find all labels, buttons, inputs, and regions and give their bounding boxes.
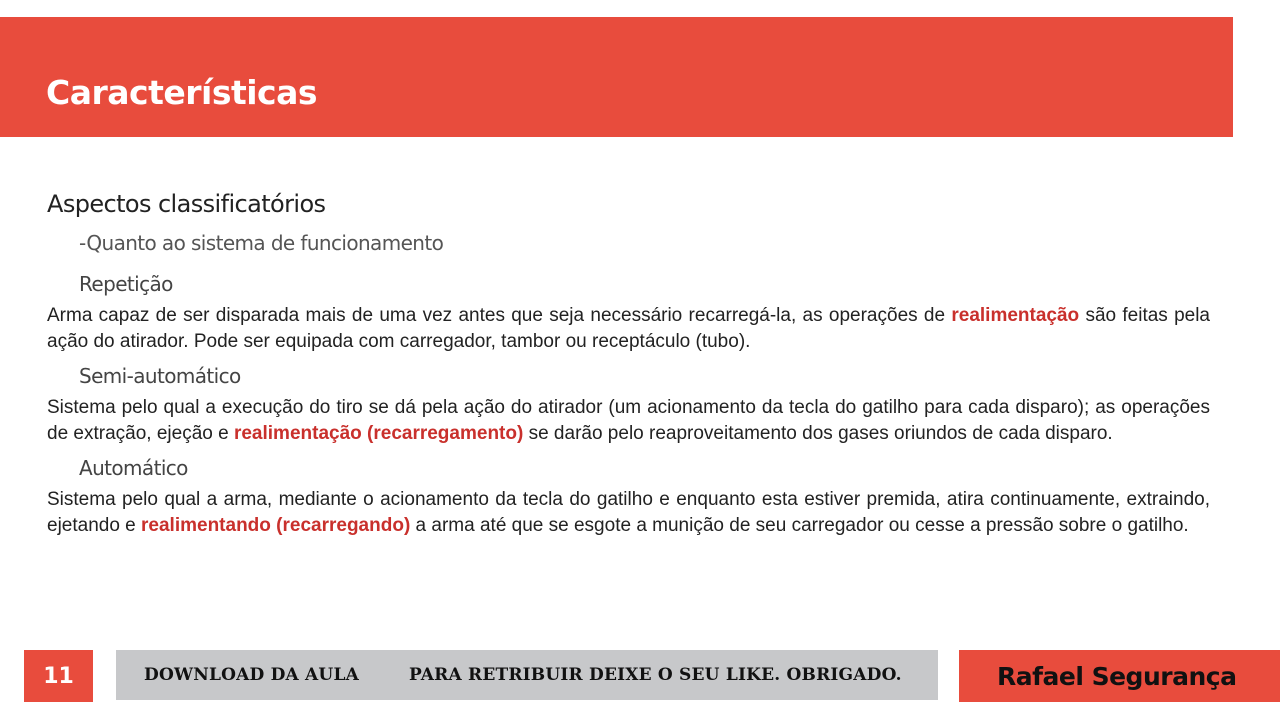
slide-content xyxy=(47,190,1210,548)
section-heading: Aspectos classificatórios xyxy=(47,190,326,218)
category-heading-automatico: Automático xyxy=(79,455,188,480)
bottom-strip xyxy=(0,702,1280,720)
category-description-semi-automatico xyxy=(47,395,1210,447)
footer-banner xyxy=(116,650,938,700)
description-text: Sistema pelo qual a arma, mediante o acionamento da tecla do gatilho e enquanto esta estiver premida, atira continuamente, extraindo, ejetando e xyxy=(47,488,1210,536)
category-heading-repeticao: Repetição xyxy=(79,271,173,296)
author-name: Rafael Segurança xyxy=(997,661,1237,691)
highlight-term: realimentando (recarregando) xyxy=(141,514,411,536)
description-text: a arma até que se esgote a munição de seu carregador ou cesse a pressão sobre o gatilho. xyxy=(410,514,1189,536)
description-text: Arma capaz de ser disparada mais de uma vez antes que seja necessário recarregá-la, as operações de xyxy=(47,304,952,326)
description-text: se darão pelo reaproveitamento dos gases oriundos de cada disparo. xyxy=(523,422,1113,444)
highlight-term: realimentação xyxy=(951,304,1080,326)
category-description-automatico xyxy=(47,487,1210,539)
page-number: 11 xyxy=(43,663,74,689)
highlight-term: realimentação (recarregamento) xyxy=(233,422,524,444)
page-number-badge xyxy=(24,650,93,702)
top-strip xyxy=(0,0,1280,17)
download-link[interactable]: DOWNLOAD DA AULA xyxy=(144,665,360,685)
like-message: PARA RETRIBUIR DEIXE O SEU LIKE. OBRIGADO. xyxy=(409,665,902,685)
author-badge xyxy=(959,650,1280,702)
slide-title: Características xyxy=(46,73,318,112)
category-description-repeticao xyxy=(47,303,1210,355)
subheading: -Quanto ao sistema de funcionamento xyxy=(79,230,444,255)
description-text: são feitas pela ação do atirador. Pode ser equipada com carregador, tambor ou receptáculo (tubo). xyxy=(47,304,1210,352)
description-text: Sistema pelo qual a execução do tiro se dá pela ação do atirador (um acionamento da tecla do gatilho para cada disparo); as operações de extração, ejeção e xyxy=(47,396,1210,444)
category-heading-semi-automatico: Semi-automático xyxy=(79,363,241,388)
